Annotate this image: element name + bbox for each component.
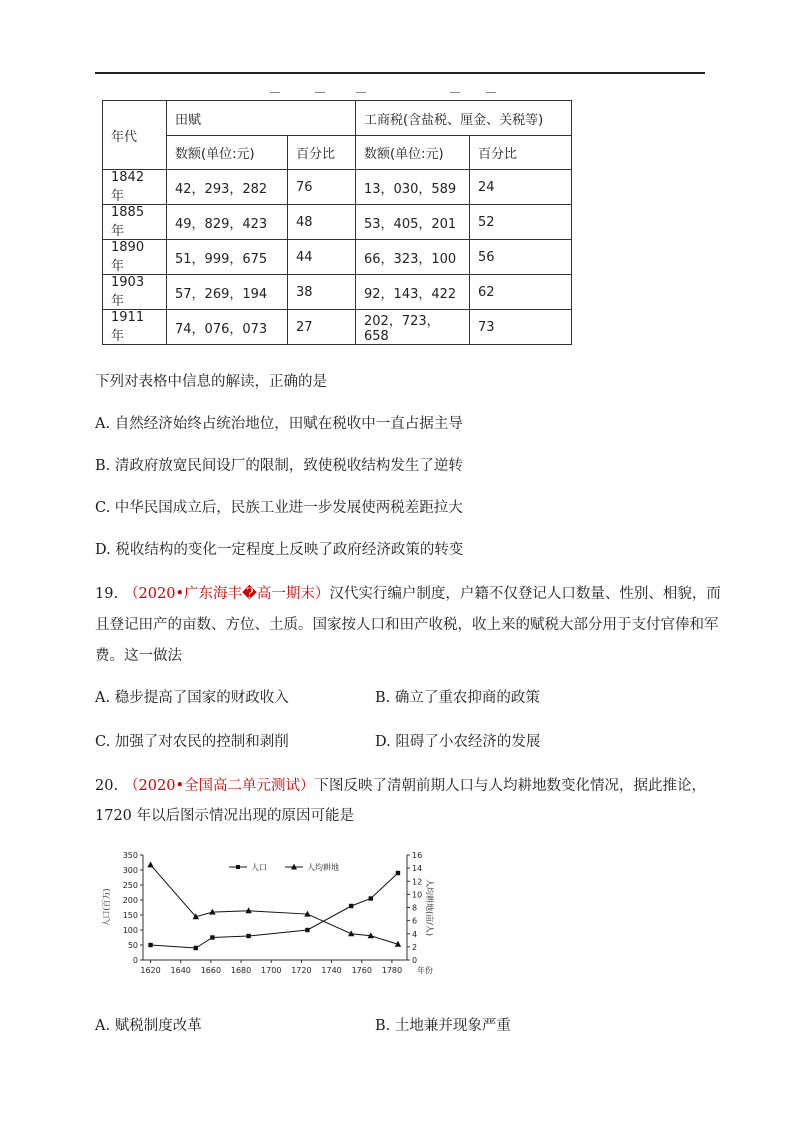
- population-farmland-chart: [95, 845, 455, 980]
- x-tick-label: 1700: [261, 966, 282, 975]
- q20-number: 20.: [95, 778, 119, 794]
- x-tick-label: 1720: [291, 966, 312, 975]
- x-axis-label: 年份: [417, 966, 433, 975]
- header-land-pct: 百分比: [288, 136, 356, 170]
- y-left-axis-label: 人口(百万): [102, 888, 111, 927]
- data-point-farmland: [245, 907, 251, 913]
- q19-stem-line1: 19. （2020•广东海丰�高一期末）汉代实行编户制度，户籍不仅登记人口数量、性别、相貌，而: [95, 586, 721, 602]
- table-row: 1903 年 57，269，194 38 92，143，422 62: [103, 275, 572, 310]
- data-point-population: [194, 946, 198, 950]
- q19-option-a[interactable]: A. 稳步提高了国家的财政收入: [95, 690, 289, 706]
- q20-option-b[interactable]: B. 土地兼并现象严重: [375, 1018, 511, 1034]
- header-com-pct: 百分比: [470, 136, 572, 170]
- q18-option-a[interactable]: A. 自然经济始终占统治地位，田赋在税收中一直占据主导: [95, 416, 463, 432]
- q19-stem-line3: 费。这一做法: [95, 648, 182, 664]
- y-right-tick-label: 0: [412, 956, 418, 965]
- x-tick-label: 1660: [200, 966, 222, 975]
- y-left-tick-label: 100: [122, 926, 138, 935]
- y-left-tick-label: 250: [122, 881, 138, 890]
- y-left-tick-label: 150: [122, 911, 138, 920]
- data-point-population: [349, 904, 353, 908]
- x-tick-label: 1780: [381, 966, 403, 975]
- table-row: 1885 年 49，829，423 48 53，405，201 52: [103, 205, 572, 240]
- legend-label-farmland: 人均耕地: [307, 863, 339, 872]
- header-commerce-tax: 工商税(含盐税、厘金、关税等): [356, 101, 572, 136]
- data-point-population: [396, 871, 400, 875]
- data-point-population: [369, 896, 373, 900]
- data-point-population: [246, 934, 250, 938]
- q20-option-a[interactable]: A. 赋税制度改革: [95, 1018, 202, 1034]
- q19-option-b[interactable]: B. 确立了重农抑商的政策: [375, 690, 540, 706]
- data-point-farmland: [147, 861, 153, 867]
- y-right-tick-label: 16: [412, 851, 423, 860]
- header-year: 年代: [103, 101, 167, 170]
- series-line-1: [151, 865, 398, 944]
- y-left-tick-label: 50: [127, 941, 138, 950]
- q18-option-d[interactable]: D. 税收结构的变化一定程度上反映了政府经济政策的转变: [95, 542, 464, 558]
- legend-marker-population: [236, 865, 240, 869]
- y-left-tick-label: 200: [122, 896, 138, 905]
- q19-option-d[interactable]: D. 阻碍了小农经济的发展: [375, 734, 541, 750]
- x-tick-label: 1680: [230, 966, 252, 975]
- y-right-tick-label: 12: [412, 877, 423, 887]
- q18-stem: 下列对表格中信息的解读，正确的是: [95, 374, 327, 390]
- header-dashes: [270, 92, 510, 94]
- table-row: 1842 年 42，293，282 76 13，030，589 24: [103, 170, 572, 205]
- q18-option-c[interactable]: C. 中华民国成立后，民族工业进一步发展使两税差距拉大: [95, 500, 463, 516]
- y-right-tick-label: 14: [412, 864, 423, 874]
- q19-source: （2020•广东海丰�高一期末）: [124, 586, 330, 602]
- data-point-population: [210, 935, 214, 939]
- y-right-tick-label: 2: [412, 942, 418, 952]
- x-tick-label: 1760: [351, 966, 372, 975]
- legend-label-population: 人口: [251, 863, 267, 872]
- q20-stem-line2: 1720 年以后图示情况出现的原因可能是: [95, 808, 355, 824]
- data-point-population: [305, 928, 309, 932]
- data-point-population: [148, 943, 152, 947]
- q19-number: 19.: [95, 586, 119, 602]
- table-row: 1911 年 74，076，073 27 202，723，658 73: [103, 310, 572, 345]
- table-row: 1890 年 51，999，675 44 66，323，100 56: [103, 240, 572, 275]
- q20-stem-line1: 20. （2020•全国高二单元测试）下图反映了清朝前期人口与人均耕地数变化情况，据此推论，: [95, 778, 707, 794]
- y-right-tick-label: 6: [412, 916, 418, 926]
- y-right-tick-label: 8: [412, 903, 418, 913]
- q19-stem-line2: 且登记田产的亩数、方位、土质。国家按人口和田产收税，收上来的赋税大部分用于支付官俸和军: [95, 617, 719, 633]
- y-right-axis-label: 人均耕地(亩/人): [425, 879, 434, 936]
- y-left-tick-label: 0: [132, 956, 138, 965]
- x-tick-label: 1640: [170, 966, 191, 975]
- series-line-0: [151, 873, 398, 948]
- top-rule: [95, 72, 705, 74]
- y-left-tick-label: 350: [122, 851, 138, 860]
- x-tick-label: 1740: [321, 966, 342, 975]
- q19-option-c[interactable]: C. 加强了对农民的控制和剥削: [95, 734, 289, 750]
- header-com-amount: 数额(单位:元): [356, 136, 470, 170]
- y-right-tick-label: 10: [412, 890, 423, 900]
- header-land-amount: 数额(单位:元): [167, 136, 288, 170]
- y-right-tick-label: 4: [412, 929, 418, 939]
- q20-source: （2020•全国高二单元测试）: [124, 778, 315, 794]
- header-land-tax: 田赋: [167, 101, 356, 136]
- q18-option-b[interactable]: B. 清政府放宽民间设厂的限制，致使税收结构发生了逆转: [95, 458, 463, 474]
- y-left-tick-label: 300: [122, 866, 138, 875]
- x-tick-label: 1620: [140, 966, 161, 975]
- tax-structure-table: [102, 100, 572, 345]
